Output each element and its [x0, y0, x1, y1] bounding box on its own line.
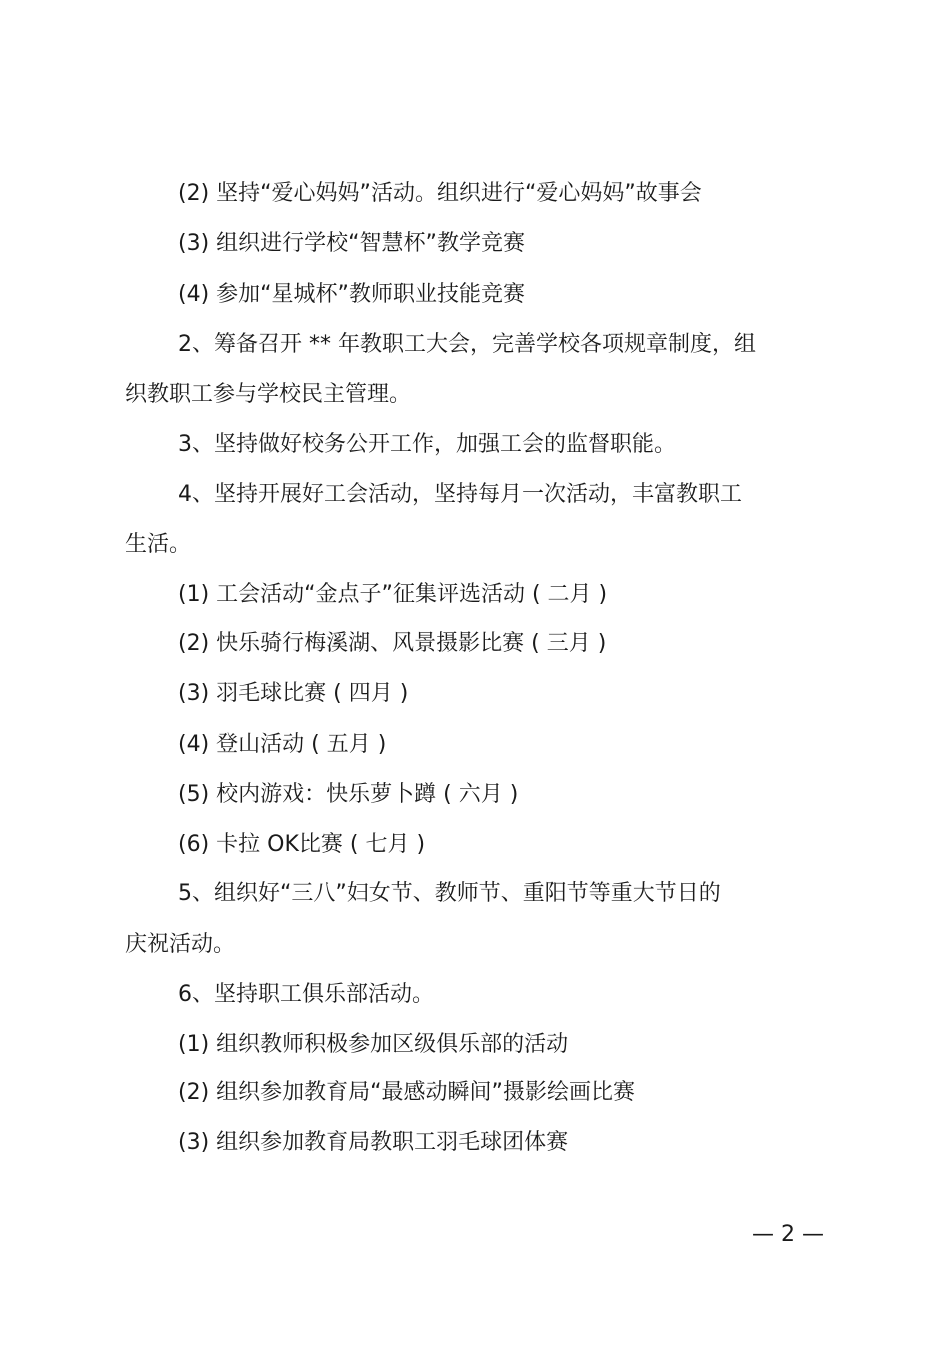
text-line: (3) 组织参加教育局教职工羽毛球团体赛 — [178, 1130, 569, 1155]
paragraph-line: 3、坚持做好校务公开工作，加强工会的监督职能。 — [178, 432, 676, 457]
paragraph-line: 2、筹备召开 ** 年教职工大会，完善学校各项规章制度，组 — [178, 332, 756, 357]
text-line: (3) 羽毛球比赛 ( 四月 ) — [178, 681, 409, 706]
paragraph-line: 6、坚持职工俱乐部活动。 — [178, 982, 434, 1007]
paragraph-line: 5、组织好“三八”妇女节、教师节、重阳节等重大节日的 — [178, 881, 721, 906]
text-line: (2) 快乐骑行梅溪湖、风景摄影比赛 ( 三月 ) — [178, 631, 607, 656]
text-line: (3) 组织进行学校“智慧杯”教学竞赛 — [178, 231, 525, 256]
text-line: (5) 校内游戏：快乐萝卜蹲 ( 六月 ) — [178, 782, 519, 807]
text-line: (1) 组织教师积极参加区级俱乐部的活动 — [178, 1032, 569, 1057]
text-line: (2) 组织参加教育局“最感动瞬间”摄影绘画比赛 — [178, 1080, 635, 1105]
text-line: (4) 参加“星城杯”教师职业技能竞赛 — [178, 282, 525, 307]
page-number: — 2 — — [752, 1222, 824, 1247]
text-line: (1) 工会活动“金点子”征集评选活动 ( 二月 ) — [178, 582, 608, 607]
paragraph-line: 生活。 — [125, 532, 192, 557]
paragraph-line: 织教职工参与学校民主管理。 — [125, 382, 412, 407]
paragraph-line: 庆祝活动。 — [125, 932, 236, 957]
text-line: (6) 卡拉 OK比赛 ( 七月 ) — [178, 832, 426, 857]
text-line: (4) 登山活动 ( 五月 ) — [178, 732, 387, 757]
text-line: (2) 坚持“爱心妈妈”活动。组织进行“爱心妈妈”故事会 — [178, 181, 702, 206]
paragraph-line: 4、坚持开展好工会活动，坚持每月一次活动，丰富教职工 — [178, 482, 742, 507]
